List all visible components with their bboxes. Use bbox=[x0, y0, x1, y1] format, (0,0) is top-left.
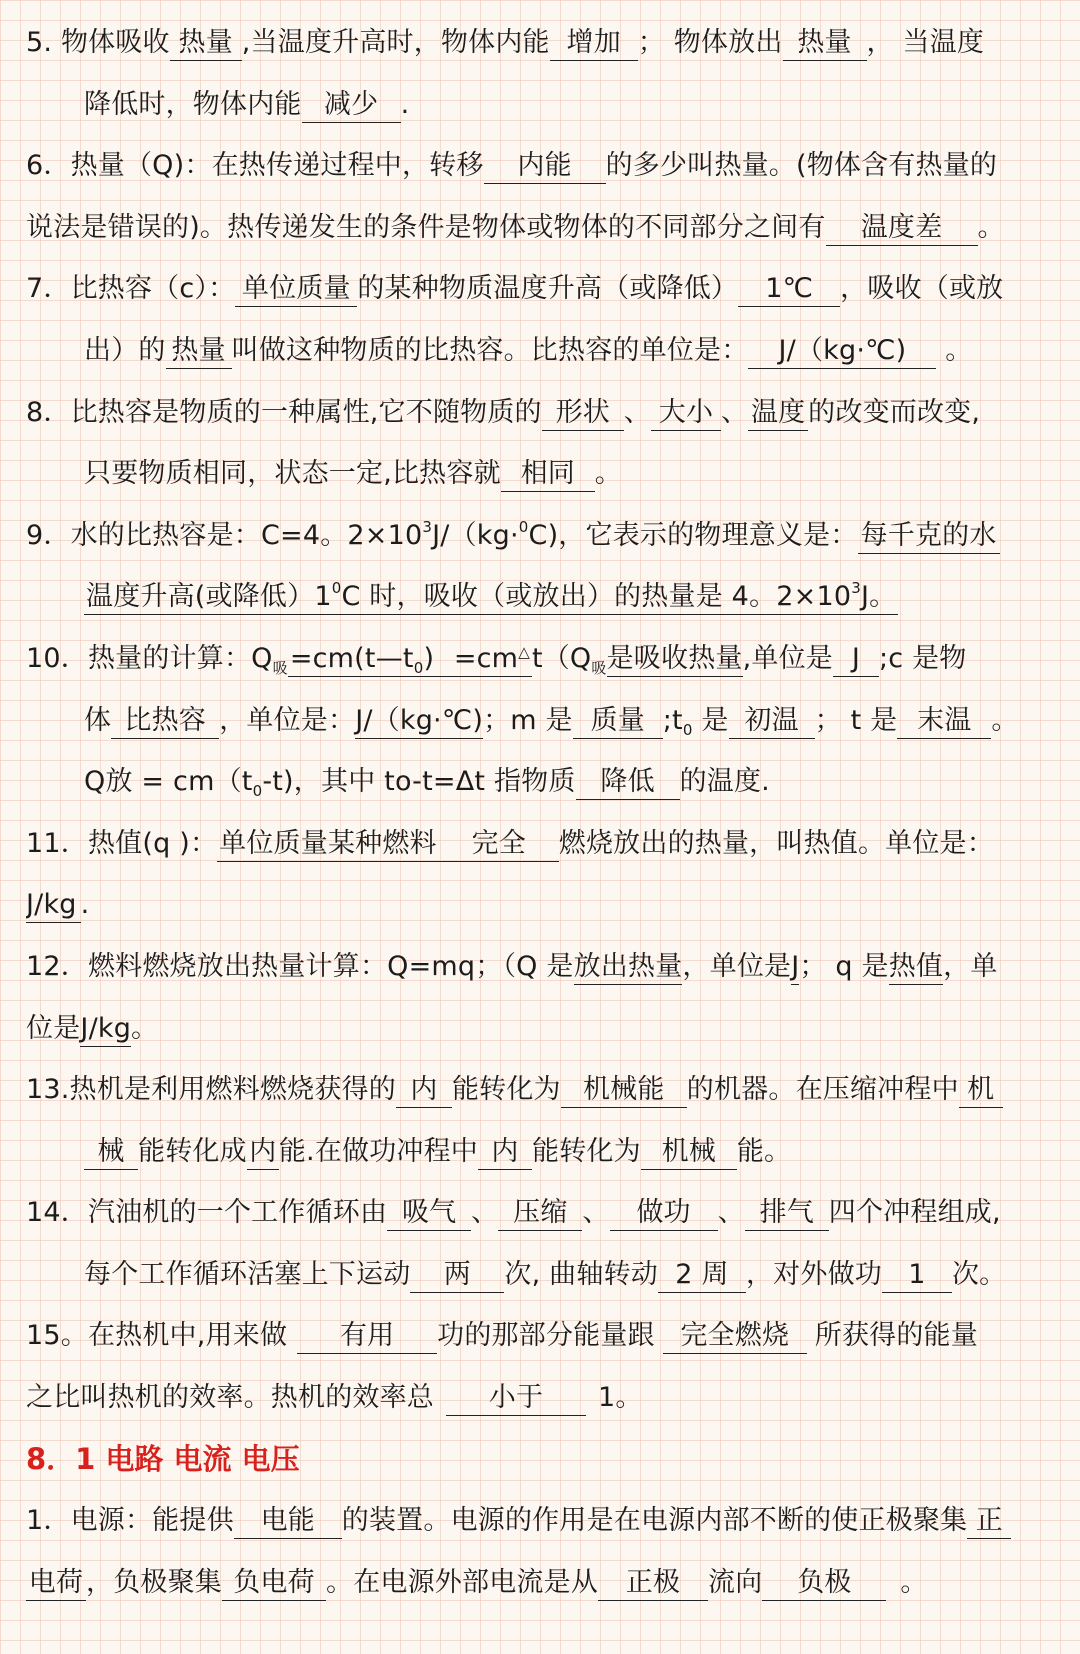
blank: 内 bbox=[396, 1073, 452, 1108]
blank: 温度差 bbox=[826, 211, 978, 246]
blank: 小于 bbox=[446, 1381, 586, 1416]
blank: 机 bbox=[959, 1073, 1003, 1108]
item-11-line-2: J/kg . bbox=[26, 874, 1054, 936]
item-8-line-2: 只要物质相同，状态一定,比热容就 相同 。 bbox=[26, 443, 1054, 505]
item-5-line-1: 5. 物体吸收 热量 ,当温度升高时，物体内能 增加 ； 物体放出 热量 ， 当温度 bbox=[26, 12, 1054, 74]
blank: 末温 bbox=[897, 704, 991, 739]
blank: 热值 bbox=[889, 950, 943, 985]
section-heading: 8．1 电路 电流 电压 bbox=[26, 1441, 300, 1476]
item-15-line-1: 15。在热机中,用来做 有用 功的那部分能量跟 完全燃烧 所获得的能量 bbox=[26, 1305, 1054, 1367]
blank: 1℃ bbox=[738, 272, 840, 307]
item-12-line-1: 12．燃料燃烧放出热量计算：Q=mq；（Q 是放出热量，单位是J； q 是热值，单 bbox=[26, 936, 1054, 998]
item-10-line-2: 体 比热容 ，单位是：J/（kg·℃)；m 是 质量 $;t_0$ 是 初温 ； t 是 末温 。 bbox=[84, 704, 1019, 739]
blank: 单位质量 bbox=[235, 272, 357, 307]
blank: $=cm(t—t_0)$ bbox=[288, 642, 452, 677]
blank: 1 bbox=[882, 1258, 952, 1293]
blank: 电荷 bbox=[26, 1566, 86, 1601]
section-item-1-line-1: 1．电源：能提供 电能 的装置。电源的作用是在电源内部不断的使正极聚集 正 bbox=[26, 1490, 1054, 1552]
blank: 形状 bbox=[542, 396, 624, 431]
item-10-line-1: 10．热量的计算：$Q_吸=cm(t—t_0) =cm^\triangle t(Q_吸$是吸收热量,单位是 J ;c 是物 bbox=[26, 628, 1054, 690]
blank: 做功 bbox=[610, 1196, 718, 1231]
blank: 两 bbox=[410, 1258, 504, 1293]
item-13-line-2: 械 能转化成内能.在做功冲程中 内 能转化为 机械 能。 bbox=[26, 1121, 1054, 1183]
blank: 温度 bbox=[748, 396, 808, 431]
item-9-line-1: 9．水的比热容是：C=4。$2\times 10^3J/(kg\cdot^0C)$，它表示的物理意义是： 每千克的水 bbox=[26, 505, 1054, 567]
blank: 排气 bbox=[745, 1196, 829, 1231]
item-14-line-2: 每个工作循环活塞上下运动 两 次, 曲轴转动 2 周 ，对外做功 1 次。 bbox=[26, 1244, 1054, 1306]
item-14-line-1: 14．汽油机的一个工作循环由 吸气 、 压缩 、 做功 、 排气 四个冲程组成, bbox=[26, 1182, 1054, 1244]
blank: 负极 bbox=[762, 1566, 886, 1601]
item-7-line-2: 出）的 热量 叫做这种物质的比热容。比热容的单位是： J/（kg·℃) 。 bbox=[26, 320, 1054, 382]
blank: J bbox=[833, 642, 879, 677]
item-13-line-1: 13.热机是利用燃料燃烧获得的 内 能转化为 机械能 的机器。在压缩冲程中 机 bbox=[26, 1059, 1054, 1121]
blank: 电能 bbox=[234, 1504, 342, 1539]
blank: 降低 bbox=[576, 765, 680, 800]
item-15-line-2: 之比叫热机的效率。热机的效率总 小于 1。 bbox=[26, 1367, 1054, 1429]
item-8-line-1: 8．比热容是物质的一种属性,它不随物质的 形状 、 大小 、 温度 的改变而改变, bbox=[26, 382, 1054, 444]
blank: 质量 bbox=[573, 704, 663, 739]
blank: J/（kg·℃) bbox=[355, 704, 483, 739]
blank: J/kg bbox=[80, 1012, 131, 1047]
blank: 内 bbox=[247, 1135, 279, 1170]
blank: 每千克的水 bbox=[858, 519, 1000, 554]
blank: 单位质量某种燃料 bbox=[217, 827, 439, 862]
item-9-line-2 bbox=[26, 566, 1054, 628]
blank: 械 bbox=[84, 1135, 138, 1170]
blank: 热量 bbox=[783, 26, 867, 61]
blank: 正极 bbox=[598, 1566, 708, 1601]
blank: 负电荷 bbox=[222, 1566, 326, 1601]
blank: 吸气 bbox=[387, 1196, 471, 1231]
blank: 相同 bbox=[501, 457, 595, 492]
item-6-line-2: 说法是错误的)。热传递发生的条件是物体或物体的不同部分之间有 温度差 。 bbox=[26, 197, 1054, 259]
item-7-line-1: 7．比热容（c）： 单位质量 的某种物质温度升高（或降低） 1℃ ，吸收（或放 bbox=[26, 258, 1054, 320]
blank: J/kg bbox=[26, 888, 81, 923]
blank: =cm△ bbox=[452, 635, 532, 677]
blank: 机械能 bbox=[561, 1073, 687, 1108]
blank: J/（kg·℃) bbox=[748, 334, 936, 369]
blank: 是吸收热量 bbox=[607, 642, 743, 677]
blank: 2 周 bbox=[658, 1258, 746, 1293]
blank: 热量 bbox=[170, 26, 242, 61]
item-5-line-2: 降低时，物体内能 减少 . bbox=[26, 74, 1054, 136]
blank: 内 bbox=[478, 1135, 532, 1170]
blank: 有用 bbox=[297, 1319, 437, 1354]
item-12-line-2: 位是J/kg。 bbox=[26, 998, 1054, 1060]
blank: 大小 bbox=[651, 396, 721, 431]
blank: 比热容 bbox=[111, 704, 219, 739]
item-6-line-1: 6．热量（Q)：在热传递过程中，转移 内能 的多少叫热量。(物体含有热量的 bbox=[26, 135, 1054, 197]
blank: 初温 bbox=[729, 704, 815, 739]
blank: 放出热量 bbox=[574, 950, 683, 985]
item-11-line-1: 11．热值(q )：单位质量某种燃料 完全 燃烧放出的热量，叫热值。单位是： bbox=[26, 813, 1054, 875]
item-10-line-3: Q放 = $cm(t_0-t)$，其中 to-t=Δt 指物质 降低 的温度. bbox=[84, 766, 770, 801]
blank: 减少 bbox=[302, 88, 401, 123]
blank: J bbox=[791, 950, 799, 985]
blank: 机械 bbox=[641, 1135, 737, 1170]
blank: 温度升高(或降低）$1^0C$ 时，吸收（或放出）的热量是 4。$2\times 10^3J$。 bbox=[84, 580, 898, 615]
blank: 内能 bbox=[484, 149, 606, 184]
section-item-1-line-2: 电荷 ，负极聚集 负电荷 。在电源外部电流是从 正极 流向 负极 。 bbox=[26, 1552, 1054, 1614]
blank: 正 bbox=[967, 1504, 1011, 1539]
blank: 压缩 bbox=[498, 1196, 582, 1231]
blank: 热量 bbox=[166, 334, 232, 369]
blank: 完全燃烧 bbox=[663, 1319, 807, 1354]
blank: 完全 bbox=[439, 827, 559, 862]
blank: 增加 bbox=[550, 26, 638, 61]
